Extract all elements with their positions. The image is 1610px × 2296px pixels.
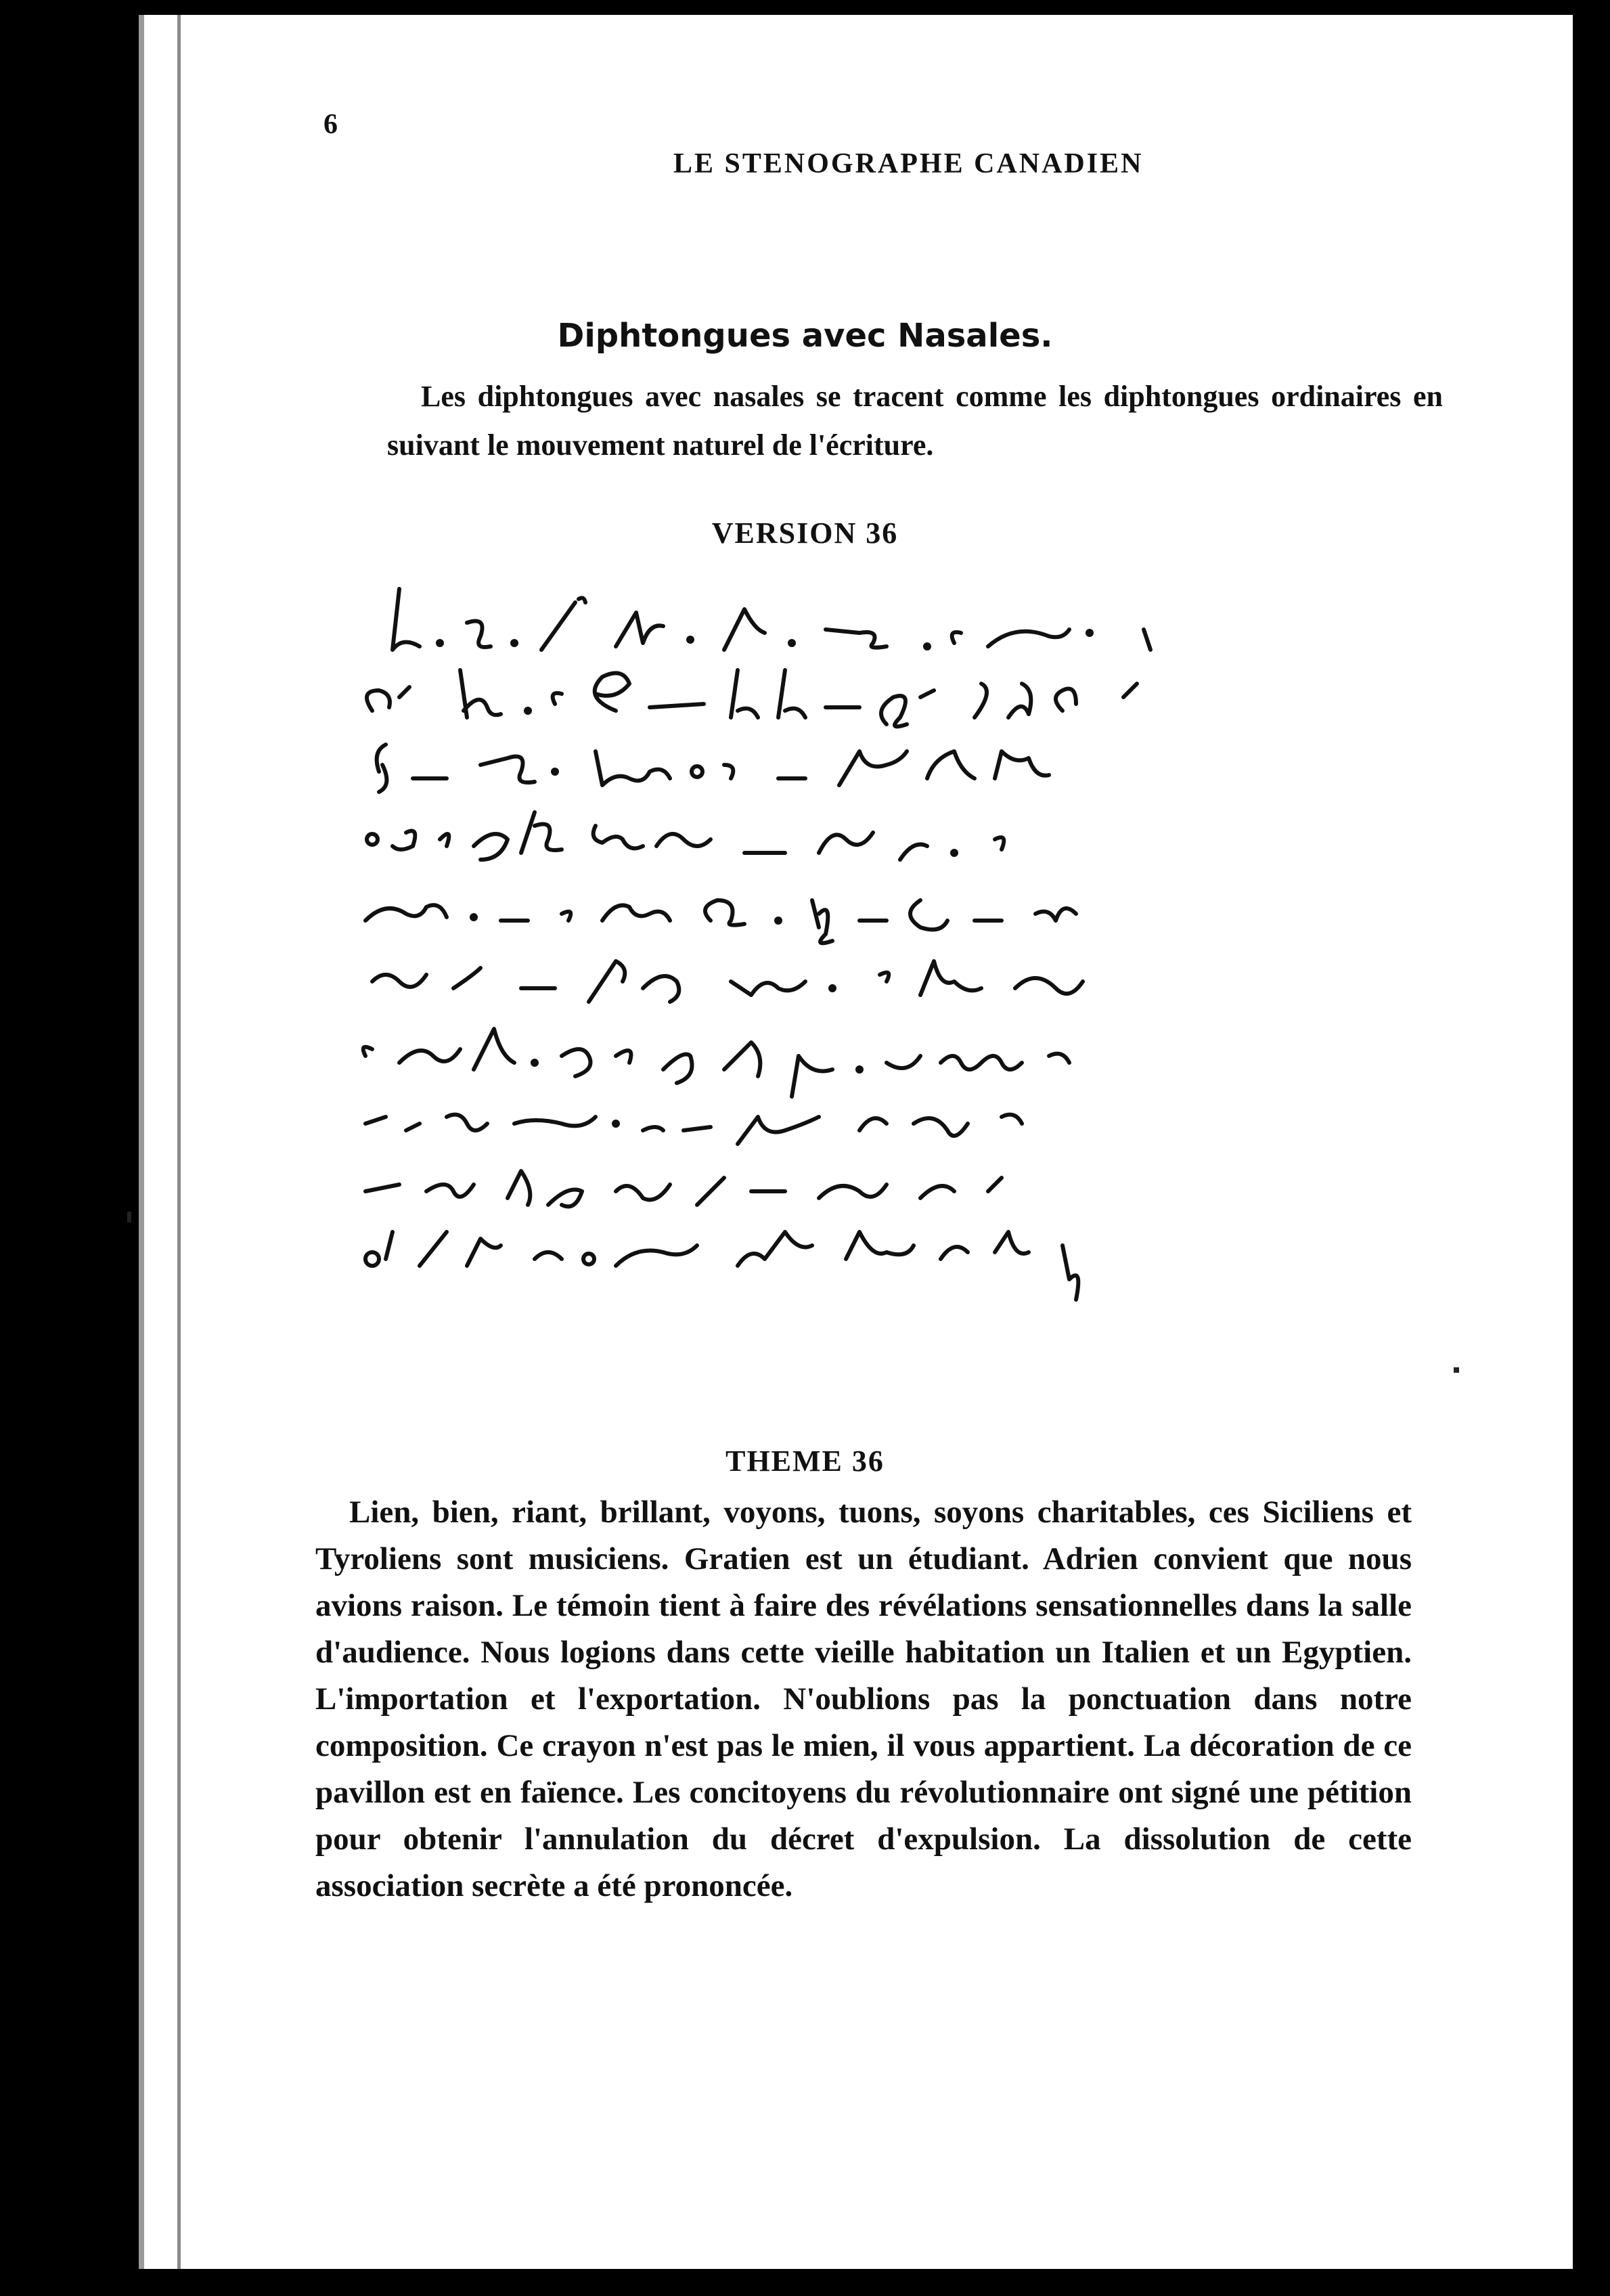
shorthand-figure [345, 582, 1455, 1394]
shorthand-line-7 [363, 1029, 1069, 1097]
shorthand-line-2 [367, 670, 1137, 726]
theme-title: THEME 36 [725, 1444, 885, 1478]
theme-paragraph: Lien, bien, riant, brillant, voyons, tuons, soyons charitables, ces Siciliens et Tyroliens sont musiciens. Gratien est un étudiant. Adrien convient que nous avions raison. Le témoin tient à faire des révélations sensationnelles dans la salle d'audience. Nous logions dans cette vieille habitation un Italien et un Egyptien. L'importation et l'exportation. N'oublions pas la ponctuation dans notre composition. Ce crayon n'est pas le mien, il vous appartient. La décoration de ce pavillon est en faïence. Les concitoyens du révolutionnaire ont signé une pétition pour obtenir l'annulation du décret d'expulsion. La dissolution de cette association secrète a été prononcée. [315, 1495, 1412, 1903]
page-number: 6 [323, 109, 338, 140]
shorthand-line-6 [372, 961, 1083, 1002]
shorthand-line-8 [365, 1115, 1022, 1144]
version-title: VERSION 36 [711, 516, 899, 550]
scan-border-top [0, 0, 1610, 15]
scan-border-bottom [0, 2269, 1610, 2296]
section-title: Diphtongues avec Nasales. [557, 317, 1053, 355]
intro-paragraph: Les diphtongues avec nasales se tracent comme les diphtongues ordinaires en suivant le mouvement naturel de l'écriture. [387, 380, 1443, 462]
shorthand-line-4 [367, 812, 1004, 860]
shorthand-line-5 [365, 900, 1076, 943]
shorthand-line-3 [377, 745, 1049, 792]
running-head: LE STENOGRAPHE CANADIEN [673, 148, 1144, 179]
shorthand-line-1 [393, 589, 1150, 650]
shorthand-line-10 [365, 1232, 1078, 1300]
scan-speck [127, 1212, 131, 1222]
scan-speck [1454, 1367, 1459, 1373]
shorthand-line-9 [365, 1171, 1002, 1207]
